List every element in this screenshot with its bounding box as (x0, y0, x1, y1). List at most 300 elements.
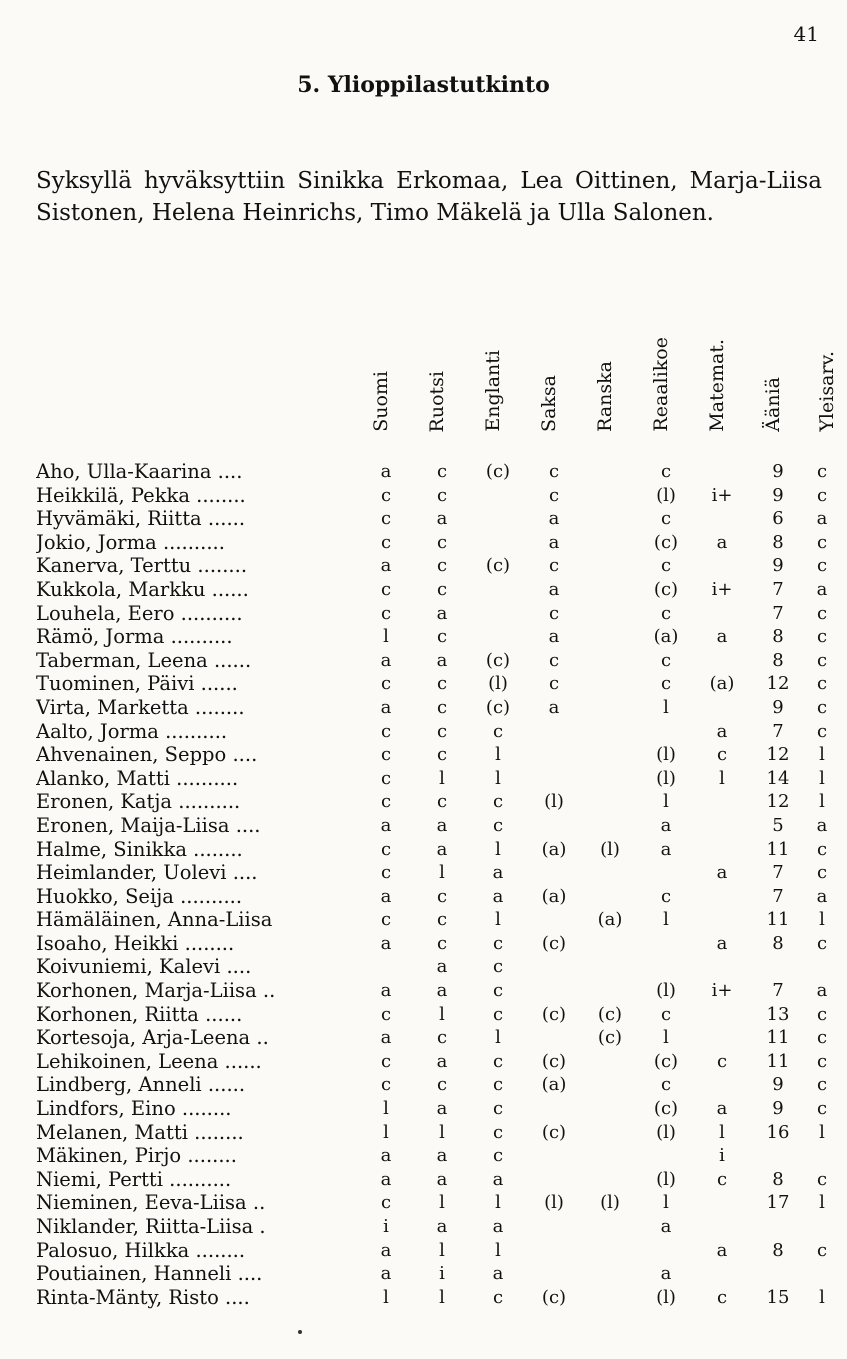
grade-cell: c (436, 885, 448, 907)
grade-cell: c (492, 720, 504, 742)
grade-cell (638, 1144, 694, 1167)
grade-cell: c (380, 484, 392, 506)
grade-cell (582, 484, 638, 507)
grade-cell: i+ (711, 578, 733, 600)
grade-cell: a (548, 626, 560, 648)
grade-cell: c (492, 1050, 504, 1072)
grade-cell: 12 (766, 673, 790, 695)
student-name: Lindfors, Eino ........ (36, 1097, 232, 1121)
student-name: Heimlander, Uolevi .... (36, 861, 258, 885)
grade-cell: c (816, 932, 828, 954)
grade-cell: c (548, 602, 560, 624)
grade-cell: l (663, 1192, 669, 1214)
grade-cell: a (548, 508, 560, 530)
grade-cell: c (436, 744, 448, 766)
column-header (528, 312, 584, 432)
grade-cell: a (436, 649, 448, 671)
grade-cell: a (716, 932, 728, 954)
grade-cell: l (719, 1121, 725, 1143)
grade-cell: l (495, 909, 501, 931)
grade-cell: a (436, 1216, 448, 1237)
student-name: Nieminen, Eeva-Liisa .. (36, 1191, 266, 1215)
grade-cell: (c) (485, 649, 511, 671)
grade-cell (582, 696, 638, 719)
grade-cell: c (492, 1003, 504, 1025)
grade-cell: a (816, 578, 828, 600)
grade-cell: l (819, 791, 825, 813)
grade-cell: c (380, 602, 392, 624)
column-header (696, 312, 752, 432)
column-header (416, 312, 472, 432)
grade-cell: c (660, 1074, 672, 1096)
grade-cell: (l) (656, 744, 676, 766)
grade-cell (582, 767, 638, 790)
grade-cell: c (660, 508, 672, 530)
grade-cell: a (436, 602, 448, 624)
grade-cell: c (492, 956, 504, 978)
grade-cell: c (548, 484, 560, 506)
grade-cell (638, 1239, 694, 1262)
grade-cell: c (436, 720, 448, 742)
grade-cell: a (436, 1050, 448, 1072)
grade-cell: 9 (772, 1098, 784, 1120)
grade-cell: a (716, 626, 728, 648)
grade-cell: l (719, 767, 725, 789)
grade-cell: (c) (597, 1027, 623, 1049)
grade-cell: l (439, 1239, 445, 1261)
grade-cell: l (495, 744, 501, 766)
grade-cell: l (495, 838, 501, 860)
grade-cell (694, 1003, 750, 1026)
grade-cell (638, 861, 694, 884)
student-name: Isoaho, Heikki ........ (36, 931, 235, 955)
grade-cell: c (380, 909, 392, 931)
grade-cell: c (816, 1003, 828, 1025)
grade-cell: (l) (488, 673, 508, 695)
grade-cell: a (436, 508, 448, 530)
grade-cell: l (439, 1286, 445, 1308)
grade-cell: a (436, 1145, 448, 1167)
grade-cell (582, 1168, 638, 1191)
grade-cell: 8 (772, 626, 784, 648)
grade-cell (526, 720, 582, 743)
grade-cell (794, 955, 847, 978)
grade-cell: 7 (772, 980, 784, 1002)
grade-cell (694, 1026, 750, 1049)
column-header-label: Englanti (482, 350, 504, 432)
grade-cell: l (439, 1121, 445, 1143)
grade-cell: c (380, 720, 392, 742)
grade-cell: a (492, 1216, 504, 1237)
grade-cell: c (380, 791, 392, 813)
grade-cell (526, 767, 582, 790)
grade-cell: c (492, 1145, 504, 1167)
grade-cell: l (819, 767, 825, 789)
grade-cell: c (436, 673, 448, 695)
grade-cell (526, 1144, 582, 1167)
grade-cell (526, 1026, 582, 1049)
grade-cell: c (816, 531, 828, 553)
grade-cell (694, 814, 750, 837)
grade-cell: 9 (772, 461, 784, 482)
grade-cell (694, 602, 750, 625)
student-name: Virta, Marketta ........ (36, 695, 245, 719)
grade-cell (582, 861, 638, 884)
student-name: Kanerva, Terttu ........ (36, 554, 248, 578)
grade-cell: a (380, 1027, 392, 1049)
grade-cell: 14 (766, 767, 790, 789)
student-name: Aho, Ulla-Kaarina .... (36, 460, 243, 483)
grade-cell (582, 955, 638, 978)
grade-cell: a (380, 555, 392, 577)
column-header-label: Reaalikoe (650, 337, 672, 432)
grade-cell: c (816, 626, 828, 648)
grade-cell: 7 (772, 862, 784, 884)
student-name: Niemi, Pertti .......... (36, 1167, 232, 1191)
grade-cell: 17 (766, 1192, 790, 1214)
grade-cell: c (380, 767, 392, 789)
grade-cell: (a) (709, 673, 735, 695)
grade-cell: i (439, 1263, 445, 1285)
grade-cell (582, 531, 638, 554)
grade-cell: a (380, 980, 392, 1002)
grade-cell: a (380, 814, 392, 836)
grade-cell: c (816, 1074, 828, 1096)
grade-cell: a (816, 885, 828, 907)
grade-cell (358, 955, 414, 978)
grade-cell: c (816, 461, 828, 482)
grade-cell: (l) (656, 484, 676, 506)
grade-cell (638, 932, 694, 955)
grade-cell: a (380, 696, 392, 718)
grade-cell (582, 554, 638, 577)
grade-cell: (l) (656, 980, 676, 1002)
grade-cell (470, 507, 526, 530)
student-name: Lindberg, Anneli ...... (36, 1073, 246, 1097)
grade-cell: c (492, 1098, 504, 1120)
grade-cell (526, 1168, 582, 1191)
grade-cell: l (495, 1027, 501, 1049)
grade-cell: a (716, 1239, 728, 1261)
grade-cell (582, 1239, 638, 1262)
grade-cell (582, 720, 638, 743)
grade-cell (694, 1215, 750, 1238)
grade-cell: c (816, 862, 828, 884)
grade-cell (694, 1262, 750, 1285)
grade-cell: a (816, 980, 828, 1002)
grade-cell: c (660, 885, 672, 907)
student-name: Tuominen, Päivi ...... (36, 672, 238, 696)
grade-cell: l (663, 1027, 669, 1049)
grade-cell (582, 1097, 638, 1120)
column-header (752, 312, 808, 432)
print-mark (298, 1330, 302, 1334)
grade-cell (794, 1215, 847, 1238)
grade-cell: c (816, 649, 828, 671)
grade-cell: c (816, 1168, 828, 1190)
grade-cell: i+ (711, 980, 733, 1002)
grade-cell: 12 (766, 744, 790, 766)
grade-cell (526, 1262, 582, 1285)
grade-cell: l (439, 1192, 445, 1214)
grade-cell (794, 1144, 847, 1167)
grade-cell: a (816, 508, 828, 530)
grade-cell: 7 (772, 602, 784, 624)
grade-cell: 11 (766, 909, 790, 931)
grade-cell: a (492, 1168, 504, 1190)
grade-cell: l (383, 1286, 389, 1308)
grade-cell: (c) (541, 1286, 567, 1308)
grade-cell: 7 (772, 885, 784, 907)
grade-cell (694, 1073, 750, 1096)
grade-cell: c (548, 555, 560, 577)
grade-cell: c (436, 484, 448, 506)
grade-cell: l (439, 1003, 445, 1025)
grade-cell: (c) (485, 696, 511, 718)
grade-cell (694, 838, 750, 861)
column-header (472, 312, 528, 432)
grade-cell: (l) (544, 791, 564, 813)
grade-cell: 12 (766, 791, 790, 813)
grade-cell (582, 625, 638, 648)
grade-cell (582, 814, 638, 837)
column-header-label: Suomi (370, 371, 392, 432)
grade-cell: (c) (485, 555, 511, 577)
grade-cell: c (380, 838, 392, 860)
grade-cell: c (436, 1027, 448, 1049)
grade-cell: c (816, 484, 828, 506)
grade-cell (582, 460, 638, 483)
grade-cell: 11 (766, 1050, 790, 1072)
grade-cell: l (383, 1098, 389, 1120)
grade-cell: (l) (656, 767, 676, 789)
student-name: Louhela, Eero .......... (36, 601, 243, 625)
grade-cell: a (380, 1145, 392, 1167)
student-name: Hämäläinen, Anna-Liisa (36, 908, 273, 932)
grade-cell (526, 1097, 582, 1120)
student-name: Hyvämäki, Riitta ...... (36, 507, 246, 531)
grade-cell: a (436, 814, 448, 836)
grade-cell: a (660, 838, 672, 860)
grade-cell (694, 790, 750, 813)
grade-cell: l (819, 1286, 825, 1308)
student-name: Jokio, Jorma .......... (36, 530, 225, 554)
grade-cell (582, 743, 638, 766)
grade-cell: 11 (766, 838, 790, 860)
grade-cell (582, 578, 638, 601)
grade-cell (526, 861, 582, 884)
student-name: Eronen, Katja .......... (36, 790, 241, 814)
grade-cell (582, 979, 638, 1002)
grade-cell: i (719, 1145, 725, 1167)
grade-cell: c (436, 578, 448, 600)
grade-cell (470, 484, 526, 507)
grade-cell: c (436, 932, 448, 954)
grade-cell: c (436, 791, 448, 813)
grade-cell: l (663, 909, 669, 931)
grade-cell: c (492, 1121, 504, 1143)
grade-cell: c (380, 531, 392, 553)
student-name: Korhonen, Marja-Liisa .. (36, 979, 276, 1003)
grade-cell: c (816, 602, 828, 624)
grade-cell: c (816, 673, 828, 695)
grade-cell: 9 (772, 555, 784, 577)
grade-cell: a (436, 1098, 448, 1120)
grade-cell: a (380, 1168, 392, 1190)
grade-cell: c (380, 673, 392, 695)
student-name: Kukkola, Markku ...... (36, 577, 249, 601)
grade-cell: a (548, 578, 560, 600)
grade-cell (694, 885, 750, 908)
column-header-label: Matemat. (706, 339, 728, 432)
student-name: Korhonen, Riitta ...... (36, 1002, 243, 1026)
grade-cell: c (816, 1050, 828, 1072)
grade-cell: a (492, 885, 504, 907)
grade-cell: (l) (544, 1192, 564, 1214)
grade-cell (694, 554, 750, 577)
grade-cell (526, 814, 582, 837)
grade-cell: l (663, 791, 669, 813)
grade-cell: c (816, 1027, 828, 1049)
grade-cell (694, 908, 750, 931)
grade-cell: (a) (597, 909, 623, 931)
grade-cell: c (436, 461, 448, 482)
student-name: Alanko, Matti .......... (36, 766, 239, 790)
student-name: Niklander, Riitta-Liisa . (36, 1215, 266, 1238)
grade-cell: a (436, 838, 448, 860)
grade-cell: 6 (772, 508, 784, 530)
grade-cell (470, 531, 526, 554)
grade-cell (582, 1144, 638, 1167)
grade-cell: a (492, 862, 504, 884)
grade-cell: a (380, 1239, 392, 1261)
grade-cell: (c) (541, 932, 567, 954)
grade-cell: (c) (653, 1098, 679, 1120)
grade-cell: l (495, 767, 501, 789)
student-name: Kortesoja, Arja-Leena .. (36, 1026, 269, 1050)
grade-cell (470, 578, 526, 601)
student-name: Heikkilä, Pekka ........ (36, 483, 246, 507)
grade-cell: (a) (541, 885, 567, 907)
grade-cell (582, 672, 638, 695)
grade-cell: c (716, 1286, 728, 1308)
student-name: Huokko, Seija .......... (36, 884, 243, 908)
grade-cell: l (439, 767, 445, 789)
grade-cell: 9 (772, 1074, 784, 1096)
grade-cell: l (819, 909, 825, 931)
student-name: Ahvenainen, Seppo .... (36, 743, 258, 767)
grade-cell: c (548, 649, 560, 671)
grade-cell: l (819, 1121, 825, 1143)
grade-cell: l (383, 1121, 389, 1143)
grade-cell: c (660, 1003, 672, 1025)
grade-cell: (l) (656, 1286, 676, 1308)
grade-cell: c (660, 555, 672, 577)
grade-cell: c (492, 791, 504, 813)
grade-cell: a (380, 461, 392, 482)
grade-cell: a (816, 814, 828, 836)
grade-cell: c (380, 1192, 392, 1214)
grade-cell: c (436, 555, 448, 577)
grade-cell (582, 507, 638, 530)
grade-cell: c (816, 555, 828, 577)
grade-cell (526, 955, 582, 978)
grade-cell: (l) (656, 1168, 676, 1190)
student-name: Lehikoinen, Leena ...... (36, 1049, 262, 1073)
grade-cell: a (380, 1263, 392, 1285)
grade-cell (582, 1262, 638, 1285)
grade-cell: c (492, 980, 504, 1002)
grade-cell (582, 1215, 638, 1238)
grade-cell (582, 1121, 638, 1144)
grade-cell: a (660, 1263, 672, 1285)
grade-cell: c (436, 531, 448, 553)
grade-cell: l (495, 1239, 501, 1261)
grade-cell: c (380, 578, 392, 600)
grade-cell (526, 1215, 582, 1238)
grade-cell: c (716, 744, 728, 766)
grade-cell: c (660, 602, 672, 624)
intro-paragraph: Syksyllä hyväksyttiin Sinikka Erkomaa, Lea Oittinen, Marja-Liisa Sistonen, Helena Heinrichs, Timo Mäkelä ja Ulla Salonen. (36, 168, 822, 226)
grade-cell (694, 1191, 750, 1214)
grade-cell: c (380, 744, 392, 766)
column-header-label: Ranska (594, 361, 616, 432)
column-header-label: Yleisarv. (816, 351, 838, 432)
grade-cell: c (660, 649, 672, 671)
grade-cell: a (436, 980, 448, 1002)
grade-cell: a (716, 862, 728, 884)
grade-cell: l (495, 1192, 501, 1214)
grade-cell: (a) (541, 1074, 567, 1096)
grade-cell: i (383, 1216, 389, 1237)
grade-cell (582, 790, 638, 813)
grade-cell (470, 602, 526, 625)
student-name: Koivuniemi, Kalevi .... (36, 955, 252, 979)
student-name: Eronen, Maija-Liisa .... (36, 813, 261, 837)
grade-cell: 11 (766, 1027, 790, 1049)
grade-cell: c (380, 508, 392, 530)
grade-cell: a (380, 649, 392, 671)
grade-cell: (c) (597, 1003, 623, 1025)
student-name: Mäkinen, Pirjo ........ (36, 1144, 237, 1168)
grade-cell (694, 696, 750, 719)
grade-cell: 16 (766, 1121, 790, 1143)
grade-cell: a (660, 814, 672, 836)
student-name: Melanen, Matti ........ (36, 1120, 244, 1144)
page-number: 41 (793, 22, 819, 46)
grade-cell: c (436, 626, 448, 648)
grade-cell: c (380, 1050, 392, 1072)
grade-cell: 7 (772, 578, 784, 600)
grade-cell: c (548, 673, 560, 695)
grade-cell: a (548, 696, 560, 718)
grade-cell (470, 625, 526, 648)
grade-cell: c (816, 1098, 828, 1120)
student-name: Halme, Sinikka ........ (36, 837, 243, 861)
grade-cell: c (548, 461, 560, 482)
grade-cell: (c) (541, 1121, 567, 1143)
grade-cell: l (819, 744, 825, 766)
grade-cell (526, 743, 582, 766)
student-name: Palosuo, Hilkka ........ (36, 1238, 246, 1262)
grade-cell: c (380, 1003, 392, 1025)
grade-cell: 8 (772, 1168, 784, 1190)
grade-cell: l (383, 626, 389, 648)
grade-cell (694, 507, 750, 530)
grade-cell (582, 932, 638, 955)
grade-cell (526, 1239, 582, 1262)
grade-cell: c (380, 862, 392, 884)
